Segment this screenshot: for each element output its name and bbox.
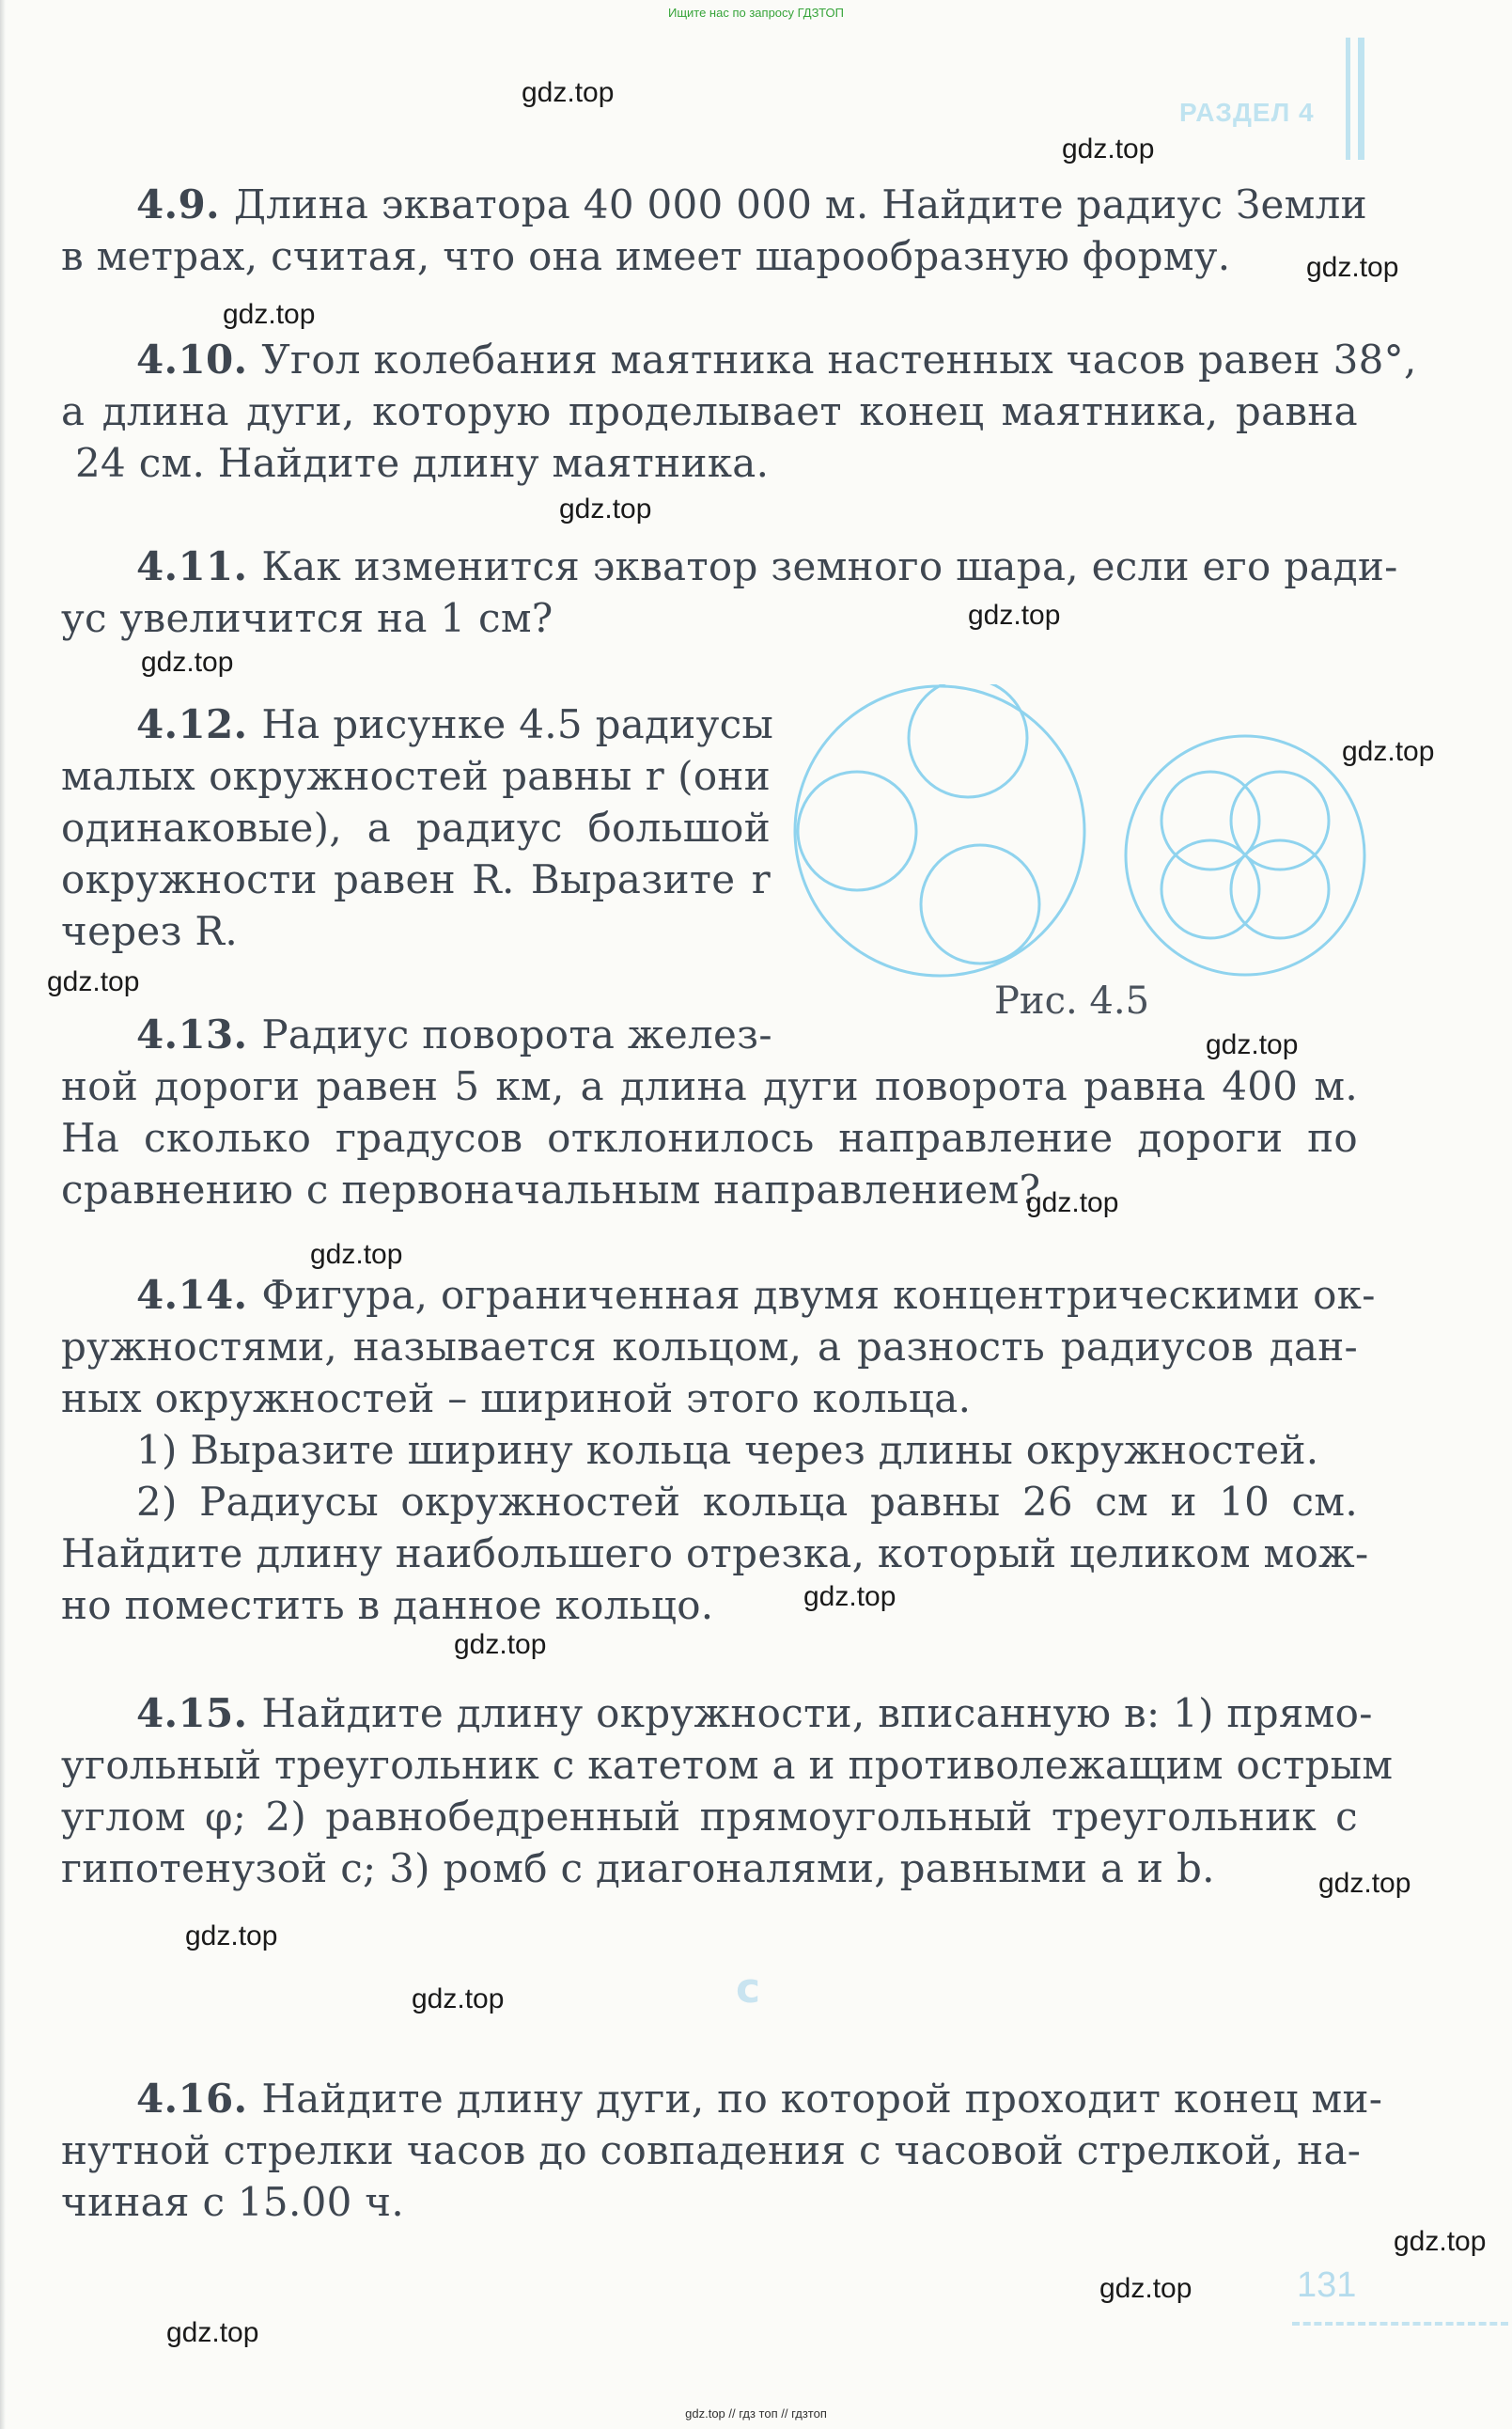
watermark: gdz.top [1394,2226,1487,2257]
problem-line: но поместить в данное кольцо. [61,1582,714,1628]
watermark: gdz.top [1306,252,1399,283]
watermark: gdz.top [968,600,1061,631]
problem-line: ружностями, называется кольцом, а разность радиусов дан- [61,1324,1358,1370]
watermark: gdz.top [412,1983,505,2014]
problem-line: 4.10. Угол колебания маятника настенных часов равен 38°, [136,337,1417,383]
problem-line: 24 см. Найдите длину маятника. [75,440,770,486]
problem-line: 4.14. Фигура, ограниченная двумя концентрическими ок- [136,1272,1376,1318]
watermark: gdz.top [1026,1187,1119,1218]
problem-number: 4.15 [136,1690,234,1736]
section-label: РАЗДЕЛ 4 [1179,98,1315,127]
problem-4-10 [61,334,1417,489]
small-circle [909,684,1027,797]
watermark: gdz.top [310,1239,403,1270]
problem-line: через R. [61,908,238,954]
section-bar [1358,38,1364,160]
watermark: gdz.top [223,299,316,330]
small-circle [921,845,1039,964]
problem-4-14 [61,1269,1376,1631]
watermark: gdz.top [185,1920,278,1951]
problem-line: 4.16. Найдите длину дуги, по которой проходит конец ми- [136,2076,1383,2122]
problem-4-11 [61,541,1398,644]
problem-4-9 [61,179,1367,282]
problem-line: в метрах, считая, что она имеет шарообразную форму. [61,233,1231,279]
watermark: gdz.top [1062,133,1155,165]
top-banner[interactable]: Ищите нас по запросу ГДЗТОП [667,6,844,20]
watermark: gdz.top [522,77,615,108]
problem-number: 4.16 [136,2076,234,2122]
stray-letter: с [736,1965,761,2013]
problem-line: 4.12. На рисунке 4.5 радиусы [136,701,774,747]
footer[interactable]: gdz.top // гдз топ // гдзтоп [685,2406,827,2421]
problem-line: окружности равен R. Выразите r [61,856,771,902]
page-number-dashes [1292,2322,1508,2326]
problem-line: малых окружностей равны r (они [61,753,771,799]
watermark: gdz.top [141,647,234,678]
problem-line: нутной стрелки часов до совпадения с часовой стрелкой, на- [61,2127,1362,2173]
problem-number: 4.14 [136,1272,234,1318]
problem-line: ных окружностей – шириной этого кольца. [61,1375,972,1421]
problem-line: ус увеличится на 1 см? [61,595,553,641]
problem-line: а длина дуги, которую проделывает конец маятника, равна [61,388,1358,434]
small-circle [1231,840,1329,938]
problem-number: 4.12 [136,701,234,747]
figure-caption: Рис. 4.5 [994,979,1150,1023]
problem-number: 4.9 [136,181,206,227]
page-number: 131 [1297,2265,1357,2305]
problem-4-16 [61,2073,1383,2228]
section-bar [1346,38,1350,160]
problem-number: 4.10 [136,337,234,383]
problem-line: 4.13. Радиус поворота желез- [136,1011,772,1058]
problem-line: угольный треугольник с катетом a и противолежащим острым [61,1742,1394,1788]
watermark: gdz.top [166,2317,259,2348]
watermark: gdz.top [454,1629,547,1660]
page-edge [0,0,6,2429]
problem-line: 4.11. Как изменится экватор земного шара, если его ради- [136,543,1398,589]
problem-line: 4.9. Длина экватора 40 000 000 м. Найдите радиус Земли [136,181,1367,227]
problem-line: 2) Радиусы окружностей кольца равны 26 см и 10 см. [136,1479,1358,1525]
watermark: gdz.top [559,494,652,525]
problem-line: ной дороги равен 5 км, а длина дуги поворота равна 400 м. [61,1063,1358,1109]
problem-number: 4.13 [136,1011,234,1058]
problem-line: На сколько градусов отклонилось направление дороги по [61,1115,1358,1161]
problem-line: гипотенузой с; 3) ромб с диагоналями, равными a и b. [61,1845,1215,1891]
problem-line: Найдите длину наибольшего отрезка, который целиком мож- [61,1530,1369,1576]
problem-line: углом φ; 2) равнобедренный прямоугольный треугольник с [61,1794,1358,1840]
problem-line: одинаковые), а радиус большой [61,805,771,851]
watermark: gdz.top [1099,2273,1192,2304]
problem-4-13 [61,1009,1358,1215]
watermark: gdz.top [47,966,140,997]
small-circle [798,772,916,890]
big-circle-left [795,686,1084,976]
watermark: gdz.top [803,1581,896,1612]
problem-number: 4.11 [136,543,234,589]
watermark: gdz.top [1206,1029,1299,1060]
watermark: gdz.top [1342,736,1435,767]
problem-line: 4.15. Найдите длину окружности, вписанную в: 1) прямо- [136,1690,1373,1736]
watermark: gdz.top [1318,1868,1411,1899]
problem-line: сравнению с первоначальным направлением? [61,1167,1041,1213]
problem-line: 1) Выразите ширину кольца через длины окружностей. [136,1427,1319,1473]
problem-4-12 [61,698,774,957]
problem-line: чиная с 15.00 ч. [61,2179,405,2225]
